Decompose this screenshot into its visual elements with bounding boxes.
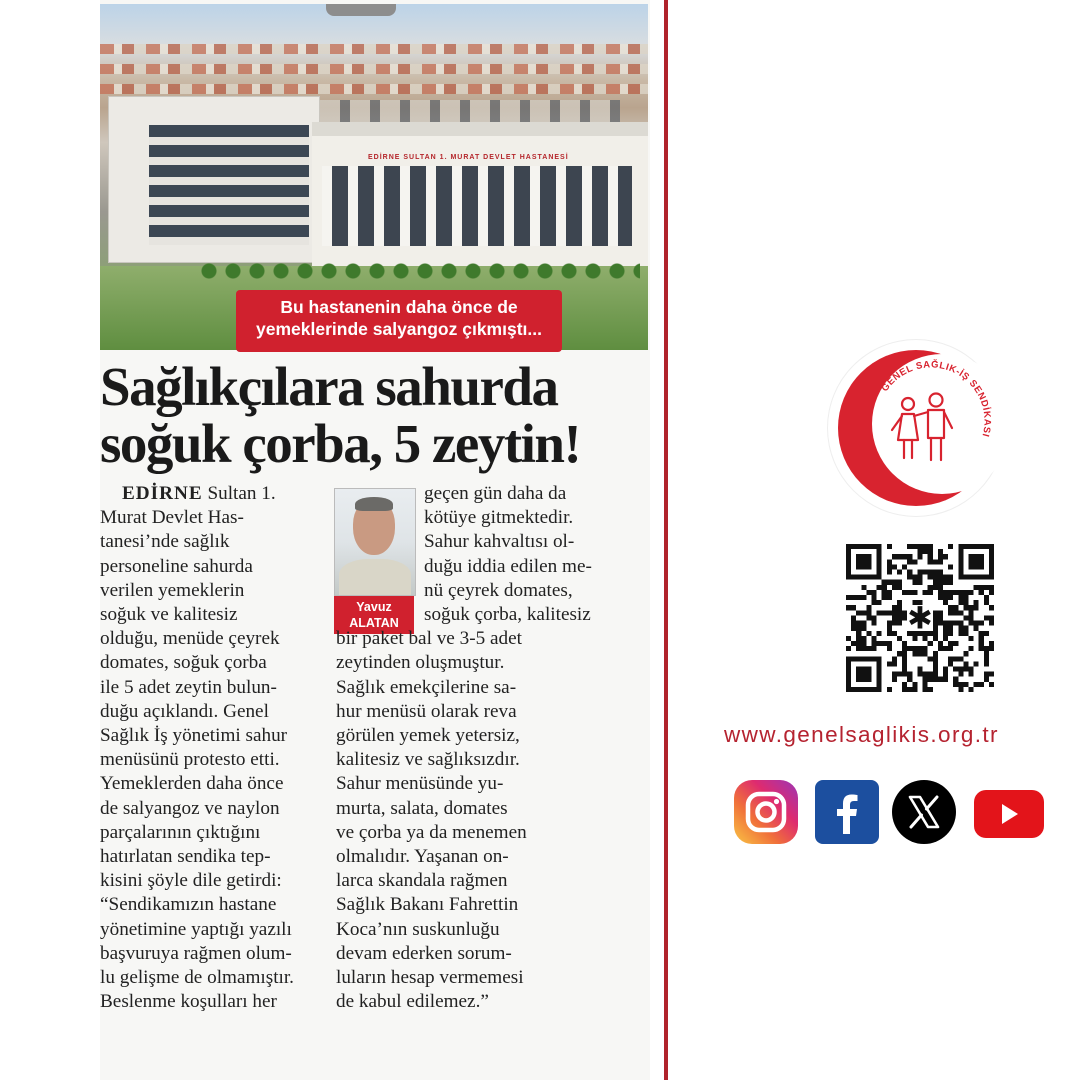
union-logo xyxy=(828,340,1004,516)
author-first-name: Yavuz xyxy=(356,600,392,614)
website-url[interactable]: www.genelsaglikis.org.tr xyxy=(724,722,999,747)
caption-line-2: yemeklerinde salyangoz çıkmıştı... xyxy=(256,319,542,339)
article-line: EDİRNE Sultan 1. xyxy=(122,483,276,504)
article-line: olmalıdır. Yaşanan on- xyxy=(336,846,509,868)
article-line: hur menüsü olarak reva xyxy=(336,700,517,722)
logo-text: GENEL SAĞLIK-İŞ SENDİKASI xyxy=(879,359,993,439)
article-line: larca skandala rağmen xyxy=(336,870,508,892)
article-line: başvuruya rağmen olum- xyxy=(100,942,292,964)
article-line: Sahur menüsünde yu- xyxy=(336,773,504,795)
article-line: ve çorba ya da menemen xyxy=(336,821,527,843)
article-line: hatırlatan sendika tep- xyxy=(100,846,271,868)
article-line: Beslenme koşulları her xyxy=(100,991,277,1013)
article-line: kisini şöyle dile getirdi: xyxy=(100,870,282,892)
caption-line-1: Bu hastanenin daha önce de xyxy=(280,297,518,317)
article-line: Sağlık emekçilerine sa- xyxy=(336,676,517,698)
newspaper-clipping xyxy=(100,0,650,1080)
article-line: Sağlık Bakanı Fahrettin xyxy=(336,894,519,916)
article-line: zeytinden oluşmuştur. xyxy=(336,652,505,674)
article-line: Koca’nın suskunluğu xyxy=(336,918,500,940)
image-tab xyxy=(326,4,396,16)
article-line: personeline sahurda xyxy=(100,555,253,577)
article-line: parçalarının çıktığını xyxy=(100,821,261,843)
article-line: bir paket bal ve 3-5 adet xyxy=(336,628,522,650)
article-line: görülen yemek yetersiz, xyxy=(336,725,520,747)
article-line: geçen gün daha da xyxy=(424,483,567,504)
headline-line-2: soğuk çorba, 5 zeytin! xyxy=(100,413,581,474)
article-line: Yemeklerden daha önce xyxy=(100,773,284,795)
svg-text:GENEL SAĞLIK-İŞ SENDİKASI xyxy=(879,358,992,438)
headline-line-1: Sağlıkçılara sahurda xyxy=(100,356,558,417)
photo-caption xyxy=(236,290,562,352)
article-line: ile 5 adet zeytin bulun- xyxy=(100,676,277,698)
article-line: yönetimine yaptığı yazılı xyxy=(100,918,292,940)
article-line: duğu açıklandı. Genel xyxy=(100,700,269,722)
article-column-right xyxy=(336,482,648,1014)
article-line: olduğu, menüde çeyrek xyxy=(100,628,280,650)
dateline-city: EDİRNE xyxy=(122,483,203,504)
article-line: nü çeyrek domates, xyxy=(424,579,573,601)
article-line: de salyangoz ve naylon xyxy=(100,797,280,819)
article-line: lu gelişme de olmamıştır. xyxy=(100,967,294,989)
x-icon[interactable] xyxy=(892,780,956,844)
article-line: de kabul edilemez.” xyxy=(336,991,489,1013)
logo-emblem xyxy=(828,340,1004,516)
article-line: Sağlık İş yönetimi sahur xyxy=(100,725,288,747)
article-line: duğu iddia edilen me- xyxy=(424,555,592,577)
article-column-left xyxy=(100,482,332,1014)
article-line: Murat Devlet Has- xyxy=(100,507,244,529)
youtube-icon[interactable] xyxy=(974,790,1044,838)
asterisk-icon: ✱ xyxy=(907,601,933,637)
headline xyxy=(100,358,650,472)
article-line: soğuk çorba, kalitesiz xyxy=(424,604,591,626)
article-line: menüsünü protesto etti. xyxy=(100,749,280,771)
article-line: kötüye gitmektedir. xyxy=(424,507,574,529)
article-line: domates, soğuk çorba xyxy=(100,652,267,674)
divider-line xyxy=(664,0,668,1080)
instagram-icon[interactable] xyxy=(734,780,798,844)
qr-code[interactable] xyxy=(846,544,994,692)
article-line: verilen yemeklerin xyxy=(100,579,245,601)
article-line: soğuk ve kalitesiz xyxy=(100,604,238,626)
article-line: luların hesap vermemesi xyxy=(336,967,524,989)
article-line: “Sendikamızın hastane xyxy=(100,894,277,916)
article-line: devam ederken sorum- xyxy=(336,942,512,964)
article-line: kalitesiz ve sağlıksızdır. xyxy=(336,749,520,771)
article-line: tanesi’nde sağlık xyxy=(100,531,230,553)
facebook-icon[interactable] xyxy=(815,780,879,844)
author-last-name: ALATAN xyxy=(349,616,399,630)
article-line: murta, salata, domates xyxy=(336,797,508,819)
article-line: Sahur kahvaltısı ol- xyxy=(424,531,575,553)
hospital-sign: EDİRNE SULTAN 1. MURAT DEVLET HASTANESİ xyxy=(368,154,569,161)
